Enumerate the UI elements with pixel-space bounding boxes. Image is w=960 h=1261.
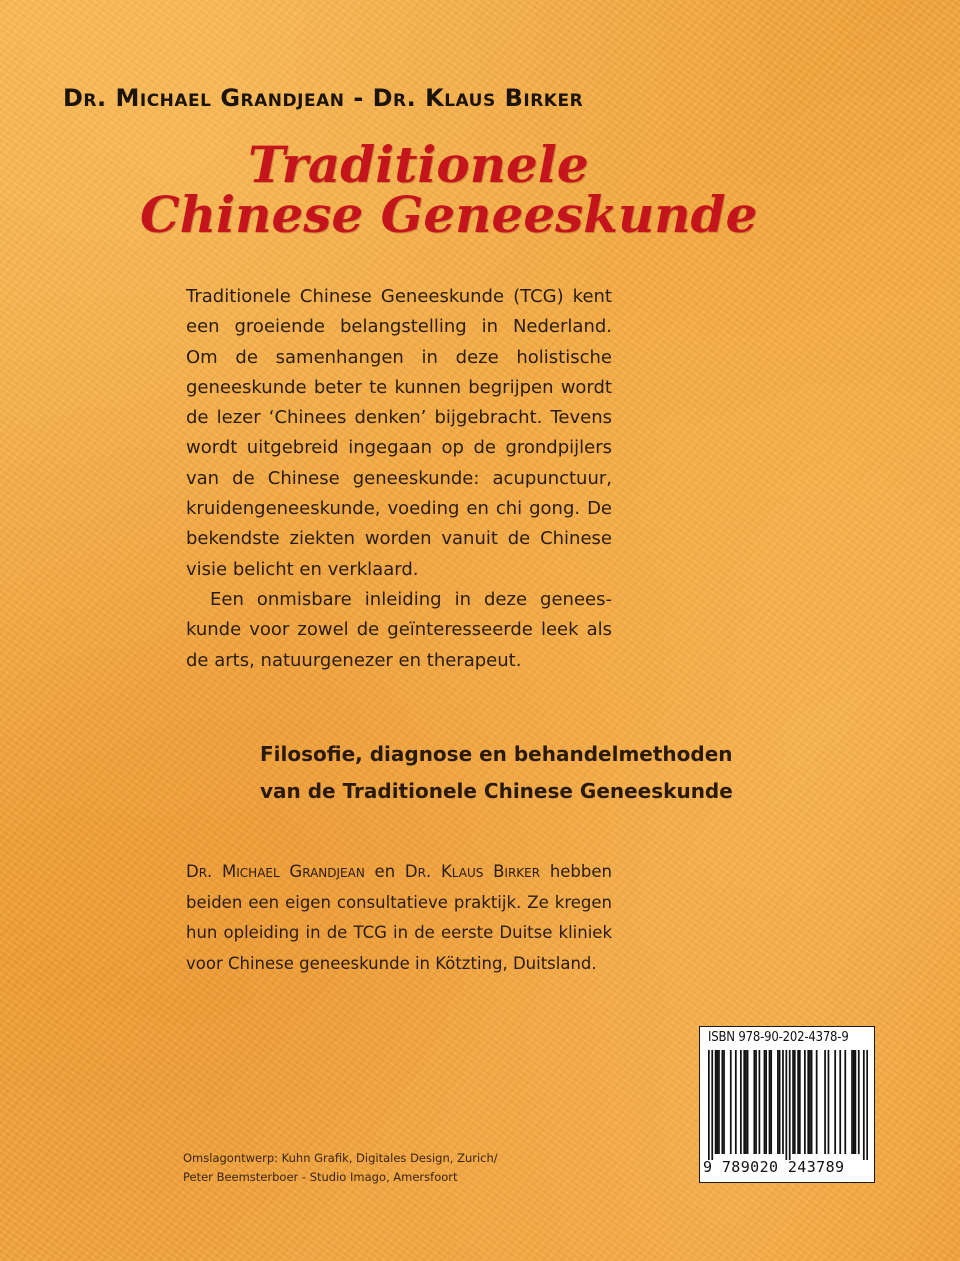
barcode-bar	[715, 1050, 717, 1154]
barcode-bar	[759, 1050, 761, 1154]
book-title	[140, 135, 900, 244]
barcode-bar	[828, 1050, 830, 1154]
barcode-bar	[785, 1050, 787, 1160]
barcode-bar	[834, 1050, 836, 1154]
author-bio-joiner: en	[364, 862, 405, 881]
barcode-bar	[765, 1050, 767, 1154]
author-name-2: Dr. Klaus Birker	[404, 862, 541, 881]
barcode-bar	[711, 1050, 713, 1160]
barcode-bar	[721, 1050, 723, 1154]
barcode-bar	[851, 1050, 853, 1154]
barcode-bar	[723, 1050, 725, 1154]
credits-line-1: Omslagontwerp: Kuhn Grafik, Digitales Design, Zurich/	[183, 1151, 498, 1165]
cover-design-credits	[183, 1149, 498, 1187]
barcode-bar	[804, 1050, 806, 1154]
credits-line-2: Peter Beemsterboer - Studio Imago, Amersfoort	[183, 1170, 458, 1184]
barcode-bar	[855, 1050, 857, 1154]
barcode-bar	[753, 1050, 755, 1154]
barcode-bar	[789, 1050, 791, 1160]
back-cover-blurb	[186, 282, 612, 676]
book-title-line-2: Chinese Geneeskunde	[140, 185, 758, 244]
barcode-bar	[777, 1050, 779, 1154]
blurb-paragraph-1: Traditionele Chinese Geneeskunde (TCG) kent een groeiende belangstelling in Nederland. Om de samenhangen in deze holistische geneeskunde beter te kunnen begrijpen wordt de lezer ‘Chinees denken’ bijgebracht. Tevens wordt uitgebreid ingegaan op de grondpijlers van de Chinese geneeskunde: acupunctuur, kruidengeneeskunde, voeding en chi gong. De bekendste ziekten worden vanuit de Chinese visie belicht en verklaard.	[186, 286, 612, 580]
barcode-bar	[779, 1050, 781, 1154]
barcode-bar	[866, 1050, 868, 1160]
barcode-bar	[755, 1050, 757, 1154]
barcode-bar	[858, 1050, 860, 1154]
barcode-bar	[853, 1050, 855, 1154]
barcode-bar	[769, 1050, 771, 1154]
barcode-bar	[807, 1050, 809, 1154]
authors-heading: Dr. Michael Grandjean - Dr. Klaus Birker	[63, 84, 584, 112]
barcode-bar	[745, 1050, 747, 1154]
barcode-bar	[839, 1050, 841, 1154]
barcode-bar	[792, 1050, 794, 1154]
author-bio	[186, 857, 612, 979]
barcode-bar	[764, 1050, 766, 1154]
barcode-bar	[797, 1050, 799, 1154]
barcode-bar	[740, 1050, 742, 1154]
barcode-bar	[809, 1050, 811, 1154]
author-name-1: Dr. Michael Grandjean	[186, 862, 365, 881]
barcode-bar	[708, 1050, 710, 1160]
barcode-bar	[716, 1050, 718, 1154]
barcode-bar	[811, 1050, 813, 1154]
barcode-bar	[730, 1050, 732, 1154]
barcode-bar	[794, 1050, 796, 1154]
barcode-bar	[718, 1050, 720, 1154]
subtitle-line-2: van de Traditionele Chinese Geneeskunde	[260, 779, 733, 803]
barcode-bar	[799, 1050, 801, 1154]
barcode-digits: 9 789020 243789	[703, 1158, 845, 1176]
subtitle-line-1: Filosofie, diagnose en behandelmethoden	[260, 742, 733, 766]
barcode-bar	[770, 1050, 772, 1154]
isbn-barcode-box	[699, 1026, 875, 1183]
book-title-line-1: Traditionele	[248, 135, 589, 194]
blurb-paragraph-2: Een onmisbare inleiding in deze geneeskunde voor zowel de geïnteresseerde leek als de arts, natuurgenezer en therapeut.	[186, 588, 612, 671]
barcode-bar	[743, 1050, 745, 1154]
barcode-bars	[708, 1050, 868, 1160]
book-subtitle	[260, 736, 780, 810]
barcode-bar	[863, 1050, 865, 1160]
author-bio-text: hebben beiden een eigen consultatieve praktijk. Ze kregen hun opleiding in de TCG in de eerste Duitse kliniek voor Chinese geneeskunde in Kötzting, Duitsland.	[186, 862, 612, 973]
barcode-bar	[844, 1050, 846, 1154]
barcode-bar	[747, 1050, 749, 1154]
barcode-bar	[816, 1050, 818, 1154]
barcode-bar	[735, 1050, 737, 1154]
barcode-bar	[824, 1050, 826, 1154]
barcode-bar	[782, 1050, 784, 1154]
isbn-label: ISBN 978-90-202-4378-9	[708, 1030, 849, 1045]
